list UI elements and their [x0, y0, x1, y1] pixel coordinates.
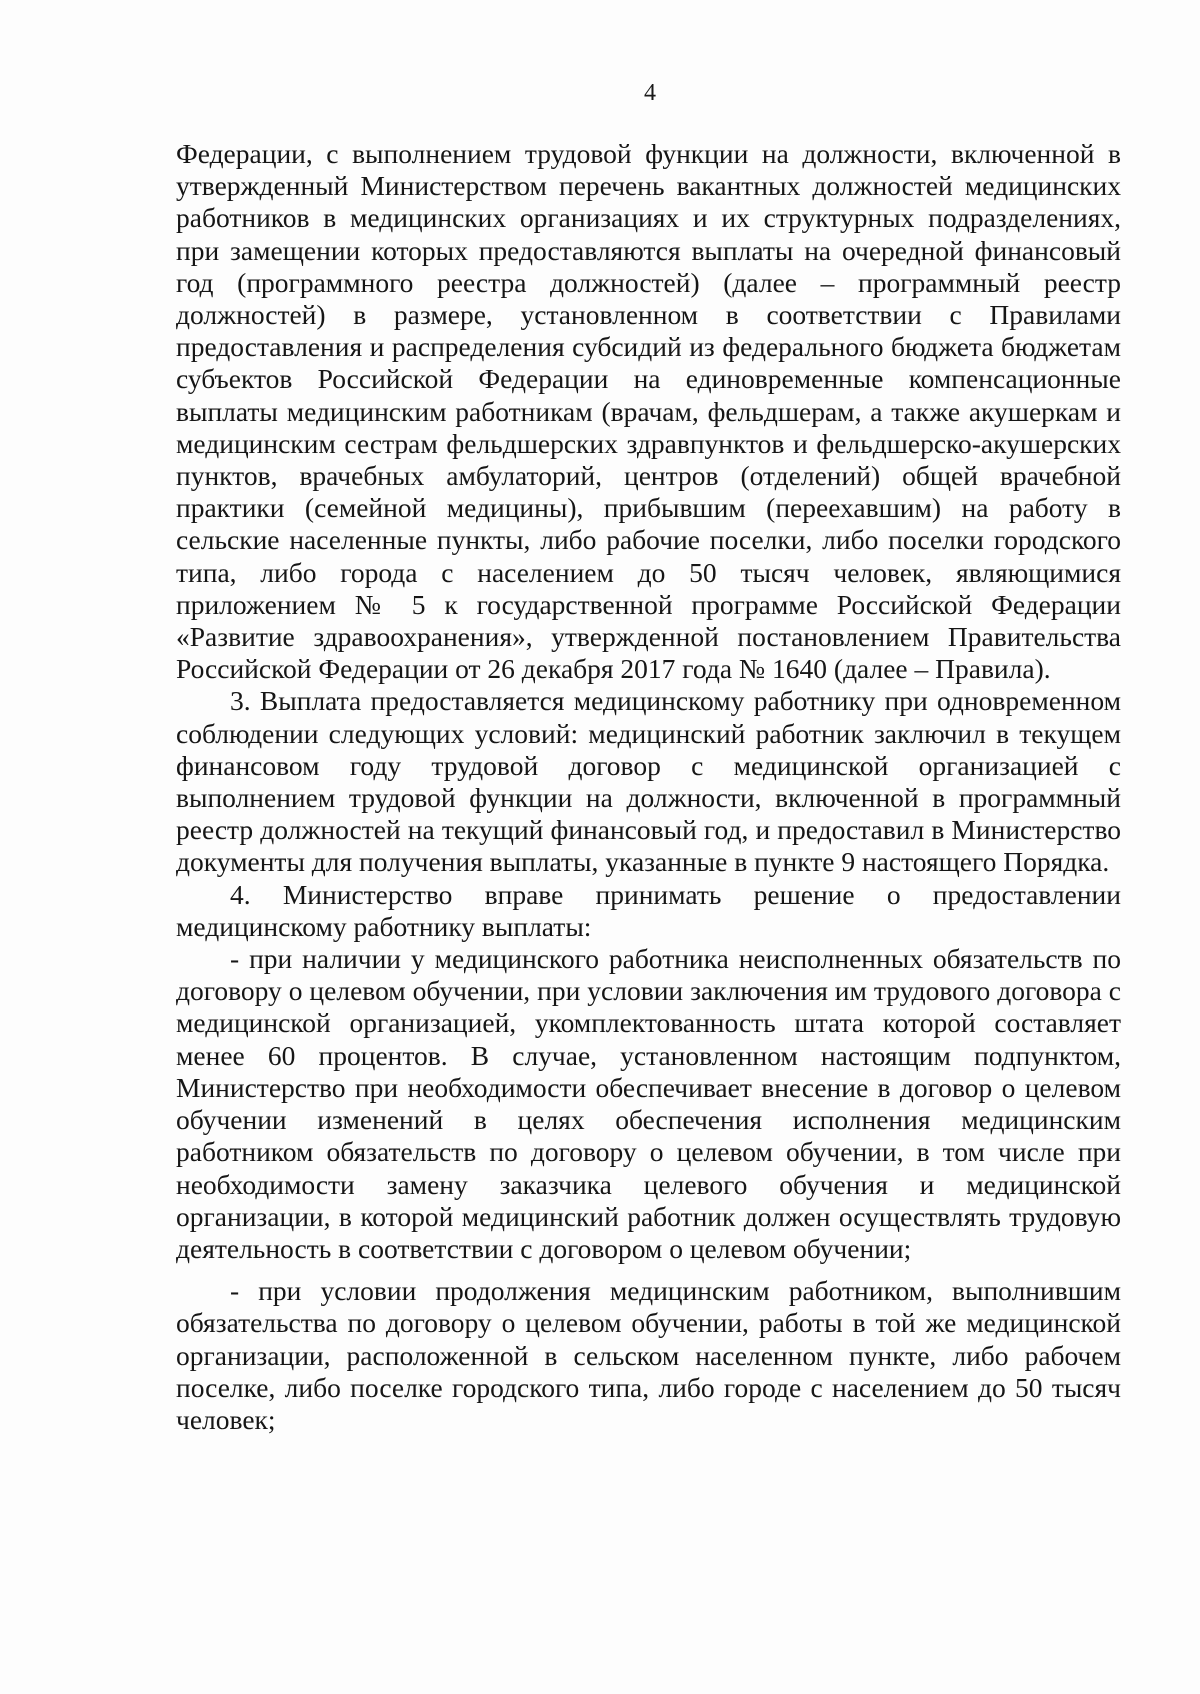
paragraph-item-4: 4. Министерство вправе принимать решение о предоставлении медицинскому работнику выплаты:: [176, 878, 1121, 942]
paragraph-continuation: Федерации, с выполнением трудовой функции на должности, включенной в утвержденный Министерством перечень вакантных должностей медицинских работников в медицинских организациях и их структурных подразделениях, при замещении которых предоставляются выплаты на очередной финансовый год (программного реестра должностей) (далее – программный реестр должностей) в размере, установленном в соответствии с Правилами предоставления и распределения субсидий из федерального бюджета бюджетам субъектов Российской Федерации на единовременные компенсационные выплаты медицинским работникам (врачам, фельдшерам, а также акушеркам и медицинским сестрам фельдшерских здравпунктов и фельдшерско-акушерских пунктов, врачебных амбулаторий, центров (отделений) общей врачебной практики (семейной медицины), прибывшим (переехавшим) на работу в сельские населенные пункты, либо рабочие поселки, либо поселки городского типа, либо города с населением до 50 тысяч человек, являющимися приложением № 5 к государственной программе Российской Федерации «Развитие здравоохранения», утвержденной постановлением Правительства Российской Федерации от 26 декабря 2017 года № 1640 (далее – Правила).: [176, 138, 1121, 685]
page-number: 4: [644, 80, 656, 106]
paragraph-subitem-2: - при условии продолжения медицинским работником, выполнившим обязательства по договору о целевом обучении, работы в той же медицинской организации, расположенной в сельском населенном пункте, либо рабочем поселке, либо поселке городского типа, либо городе с населением до 50 тысяч человек;: [176, 1275, 1121, 1435]
paragraph-item-3: 3. Выплата предоставляется медицинскому работнику при одновременном соблюдении следующих условий: медицинский работник заключил в текущем финансовом году трудовой договор с медицинской организацией с выполнением трудовой функции на должности, включенной в программный реестр должностей на текущий финансовый год, и предоставил в Министерство документы для получения выплаты, указанные в пункте 9 настоящего Порядка.: [176, 685, 1121, 878]
paragraph-subitem-1: - при наличии у медицинского работника неисполненных обязательств по договору о целевом обучении, при условии заключения им трудового договора с медицинской организацией, укомплектованность штата которой составляет менее 60 процентов. В случае, установленном настоящим подпунктом, Министерство при необходимости обеспечивает внесение в договор о целевом обучении изменений в целях обеспечения исполнения медицинским работником обязательств по договору о целевом обучении, в том числе при необходимости замену заказчика целевого обучения и медицинской организации, в которой медицинский работник должен осуществлять трудовую деятельность в соответствии с договором о целевом обучении;: [176, 943, 1121, 1264]
document-body: [176, 138, 1121, 1436]
